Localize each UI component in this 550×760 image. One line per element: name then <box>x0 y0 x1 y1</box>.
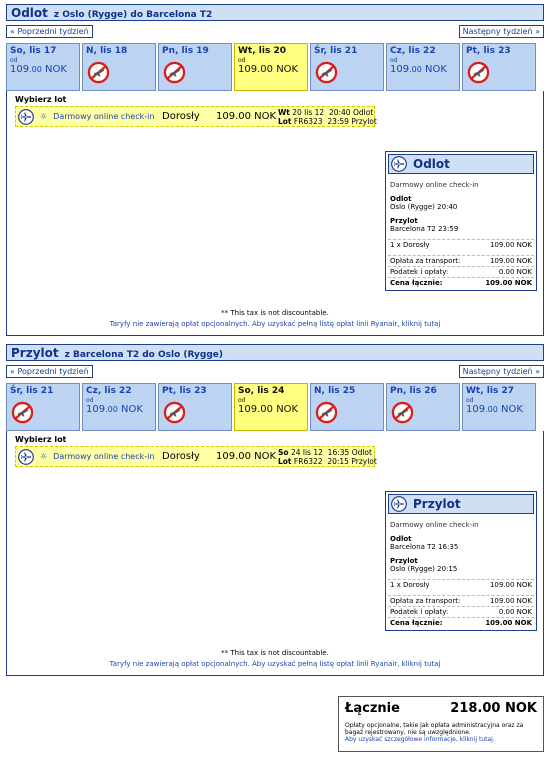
no-flight-icon <box>315 401 338 424</box>
outbound-choose-label: Wybierz lot <box>15 95 67 104</box>
outbound-flight-row[interactable] <box>15 106 375 127</box>
inbound-prev-week-link[interactable]: « Poprzedni tydzień <box>6 365 93 378</box>
plane-icon <box>18 449 34 465</box>
outbound-day-strip <box>6 43 544 91</box>
day-label: So, lis 17 <box>10 46 57 56</box>
inbound-day-3[interactable] <box>234 383 308 431</box>
day-price: 109.00 NOK <box>466 404 523 415</box>
day-label: N, lis 25 <box>314 386 356 396</box>
day-label: Pt, lis 23 <box>466 46 511 56</box>
outbound-fees-link[interactable]: Taryfy nie zawierają opłat opcjonalnych. Aby uzyskać pełną listę opłat linii Ryanair, kliknij tutaj <box>109 320 441 328</box>
day-price: 109.00 NOK <box>238 404 299 415</box>
day-label: N, lis 18 <box>86 46 128 56</box>
summary-arr-value: Oslo (Rygge) 20:15 <box>390 565 458 573</box>
summary-total-line: Cena łącznie: 109.00 NOK <box>390 279 532 287</box>
outbound-summary-title: Odlot <box>413 157 450 171</box>
day-from: od <box>238 397 246 404</box>
total-value: 218.00 NOK <box>450 701 537 716</box>
inbound-tax-note: ** This tax is not discountable. <box>221 649 329 657</box>
outbound-day-4 <box>310 43 384 91</box>
inbound-checkin-label: ☼ Darmowy online check-in <box>40 452 154 461</box>
summary-dep-value: Oslo (Rygge) 20:40 <box>390 203 458 211</box>
no-flight-icon <box>315 61 338 84</box>
day-from: od <box>466 397 474 404</box>
inbound-section <box>6 344 544 676</box>
outbound-day-5[interactable] <box>386 43 460 91</box>
day-from: od <box>86 397 94 404</box>
inbound-day-strip <box>6 383 544 431</box>
inbound-day-1[interactable] <box>82 383 156 431</box>
summary-pax-line: 1 x Dorosły 109.00 NOK <box>390 581 532 589</box>
summary-transport-line: Opłata za transport: 109.00 NOK <box>390 597 532 605</box>
summary-transport-line: Opłata za transport: 109.00 NOK <box>390 257 532 265</box>
summary-dep-label: Odlot <box>390 195 412 203</box>
summary-pax-line: 1 x Dorosły 109.00 NOK <box>390 241 532 249</box>
outbound-summary <box>385 151 537 291</box>
total-label: Łącznie <box>345 701 400 716</box>
inbound-header <box>6 344 544 361</box>
day-price: 109.00 NOK <box>390 64 447 75</box>
day-price: 109.00 NOK <box>86 404 143 415</box>
day-from: od <box>10 57 18 64</box>
day-label: Pn, lis 26 <box>390 386 437 396</box>
no-flight-icon <box>163 401 186 424</box>
total-box <box>338 696 544 752</box>
total-details-link[interactable]: Aby uzyskać szczegółowe informacje, kliknij tutaj. <box>345 736 495 743</box>
inbound-title: Przylot <box>11 346 59 360</box>
outbound-price: 109.00 NOK <box>216 111 277 122</box>
day-from: od <box>390 57 398 64</box>
day-price: 109.00 NOK <box>10 64 67 75</box>
outbound-summary-header <box>388 154 534 174</box>
outbound-day-0[interactable] <box>6 43 80 91</box>
day-price: 109.00 NOK <box>238 64 299 75</box>
inbound-flight-row[interactable] <box>15 446 375 467</box>
no-flight-icon <box>163 61 186 84</box>
plane-icon <box>391 156 407 172</box>
no-flight-icon <box>467 61 490 84</box>
day-label: So, lis 24 <box>238 386 285 396</box>
no-flight-icon <box>87 61 110 84</box>
summary-checkin: Darmowy online check-in <box>390 181 479 189</box>
plane-icon <box>391 496 407 512</box>
outbound-header <box>6 4 544 21</box>
inbound-day-2 <box>158 383 232 431</box>
summary-arr-value: Barcelona T2 23:59 <box>390 225 459 233</box>
inbound-summary <box>385 491 537 631</box>
outbound-day-2 <box>158 43 232 91</box>
outbound-title: Odlot <box>11 6 48 20</box>
total-line <box>345 701 537 716</box>
outbound-prev-week-link[interactable]: « Poprzedni tydzień <box>6 25 93 38</box>
outbound-route: z Oslo (Rygge) do Barcelona T2 <box>53 10 213 20</box>
inbound-next-week-link[interactable]: Następny tydzień » <box>459 365 544 378</box>
inbound-price: 109.00 NOK <box>216 451 277 462</box>
outbound-tax-note: ** This tax is not discountable. <box>221 309 329 317</box>
outbound-day-3[interactable] <box>234 43 308 91</box>
inbound-summary-title: Przylot <box>413 497 461 511</box>
inbound-flight-details: So 24 lis 12 16:35 Odlot Lot FR6322 20:15 Przylot <box>278 448 377 466</box>
outbound-flight-details: Wt 20 lis 12 20:40 Odlot Lot FR6323 23:59 Przylot <box>278 108 377 126</box>
total-optional-fees-note: Opłaty opcjonalne, takie jak opłata administracyjna oraz za bagaż rejestrowany, nie są uwzględnione. <box>345 722 524 736</box>
summary-checkin: Darmowy online check-in <box>390 521 479 529</box>
inbound-day-6[interactable] <box>462 383 536 431</box>
outbound-section <box>6 4 544 336</box>
summary-tax-line: Podatek i opłaty: 0.00 NOK <box>390 608 532 616</box>
outbound-next-week-link[interactable]: Następny tydzień » <box>459 25 544 38</box>
outbound-day-1 <box>82 43 156 91</box>
day-label: Cz, lis 22 <box>390 46 436 56</box>
outbound-pax: Dorosły <box>162 111 200 122</box>
inbound-day-0 <box>6 383 80 431</box>
day-label: Cz, lis 22 <box>86 386 132 396</box>
summary-dep-label: Odlot <box>390 535 412 543</box>
day-label: Śr, lis 21 <box>314 46 358 56</box>
no-flight-icon <box>391 401 414 424</box>
outbound-checkin-label: ☼ Darmowy online check-in <box>40 112 154 121</box>
plane-icon <box>18 109 34 125</box>
summary-tax-line: Podatek i opłaty: 0.00 NOK <box>390 268 532 276</box>
inbound-week-nav <box>6 365 544 381</box>
outbound-body <box>6 91 544 336</box>
day-from: od <box>238 57 246 64</box>
outbound-day-6 <box>462 43 536 91</box>
day-label: Wt, lis 20 <box>238 46 286 56</box>
day-label: Pt, lis 23 <box>162 386 207 396</box>
inbound-choose-label: Wybierz lot <box>15 435 67 444</box>
inbound-day-4 <box>310 383 384 431</box>
inbound-route: z Barcelona T2 do Oslo (Rygge) <box>64 350 223 360</box>
inbound-day-5 <box>386 383 460 431</box>
inbound-body <box>6 431 544 676</box>
summary-total-line: Cena łącznie: 109.00 NOK <box>390 619 532 627</box>
summary-arr-label: Przylot <box>390 217 418 225</box>
outbound-week-nav <box>6 25 544 41</box>
summary-dep-value: Barcelona T2 16:35 <box>390 543 459 551</box>
summary-arr-label: Przylot <box>390 557 418 565</box>
inbound-summary-header <box>388 494 534 514</box>
day-label: Pn, lis 19 <box>162 46 209 56</box>
inbound-fees-link[interactable]: Taryfy nie zawierają opłat opcjonalnych. Aby uzyskać pełną listę opłat linii Ryanair, kliknij tutaj <box>109 660 441 668</box>
day-label: Wt, lis 27 <box>466 386 514 396</box>
day-label: Śr, lis 21 <box>10 386 54 396</box>
no-flight-icon <box>11 401 34 424</box>
inbound-pax: Dorosły <box>162 451 200 462</box>
